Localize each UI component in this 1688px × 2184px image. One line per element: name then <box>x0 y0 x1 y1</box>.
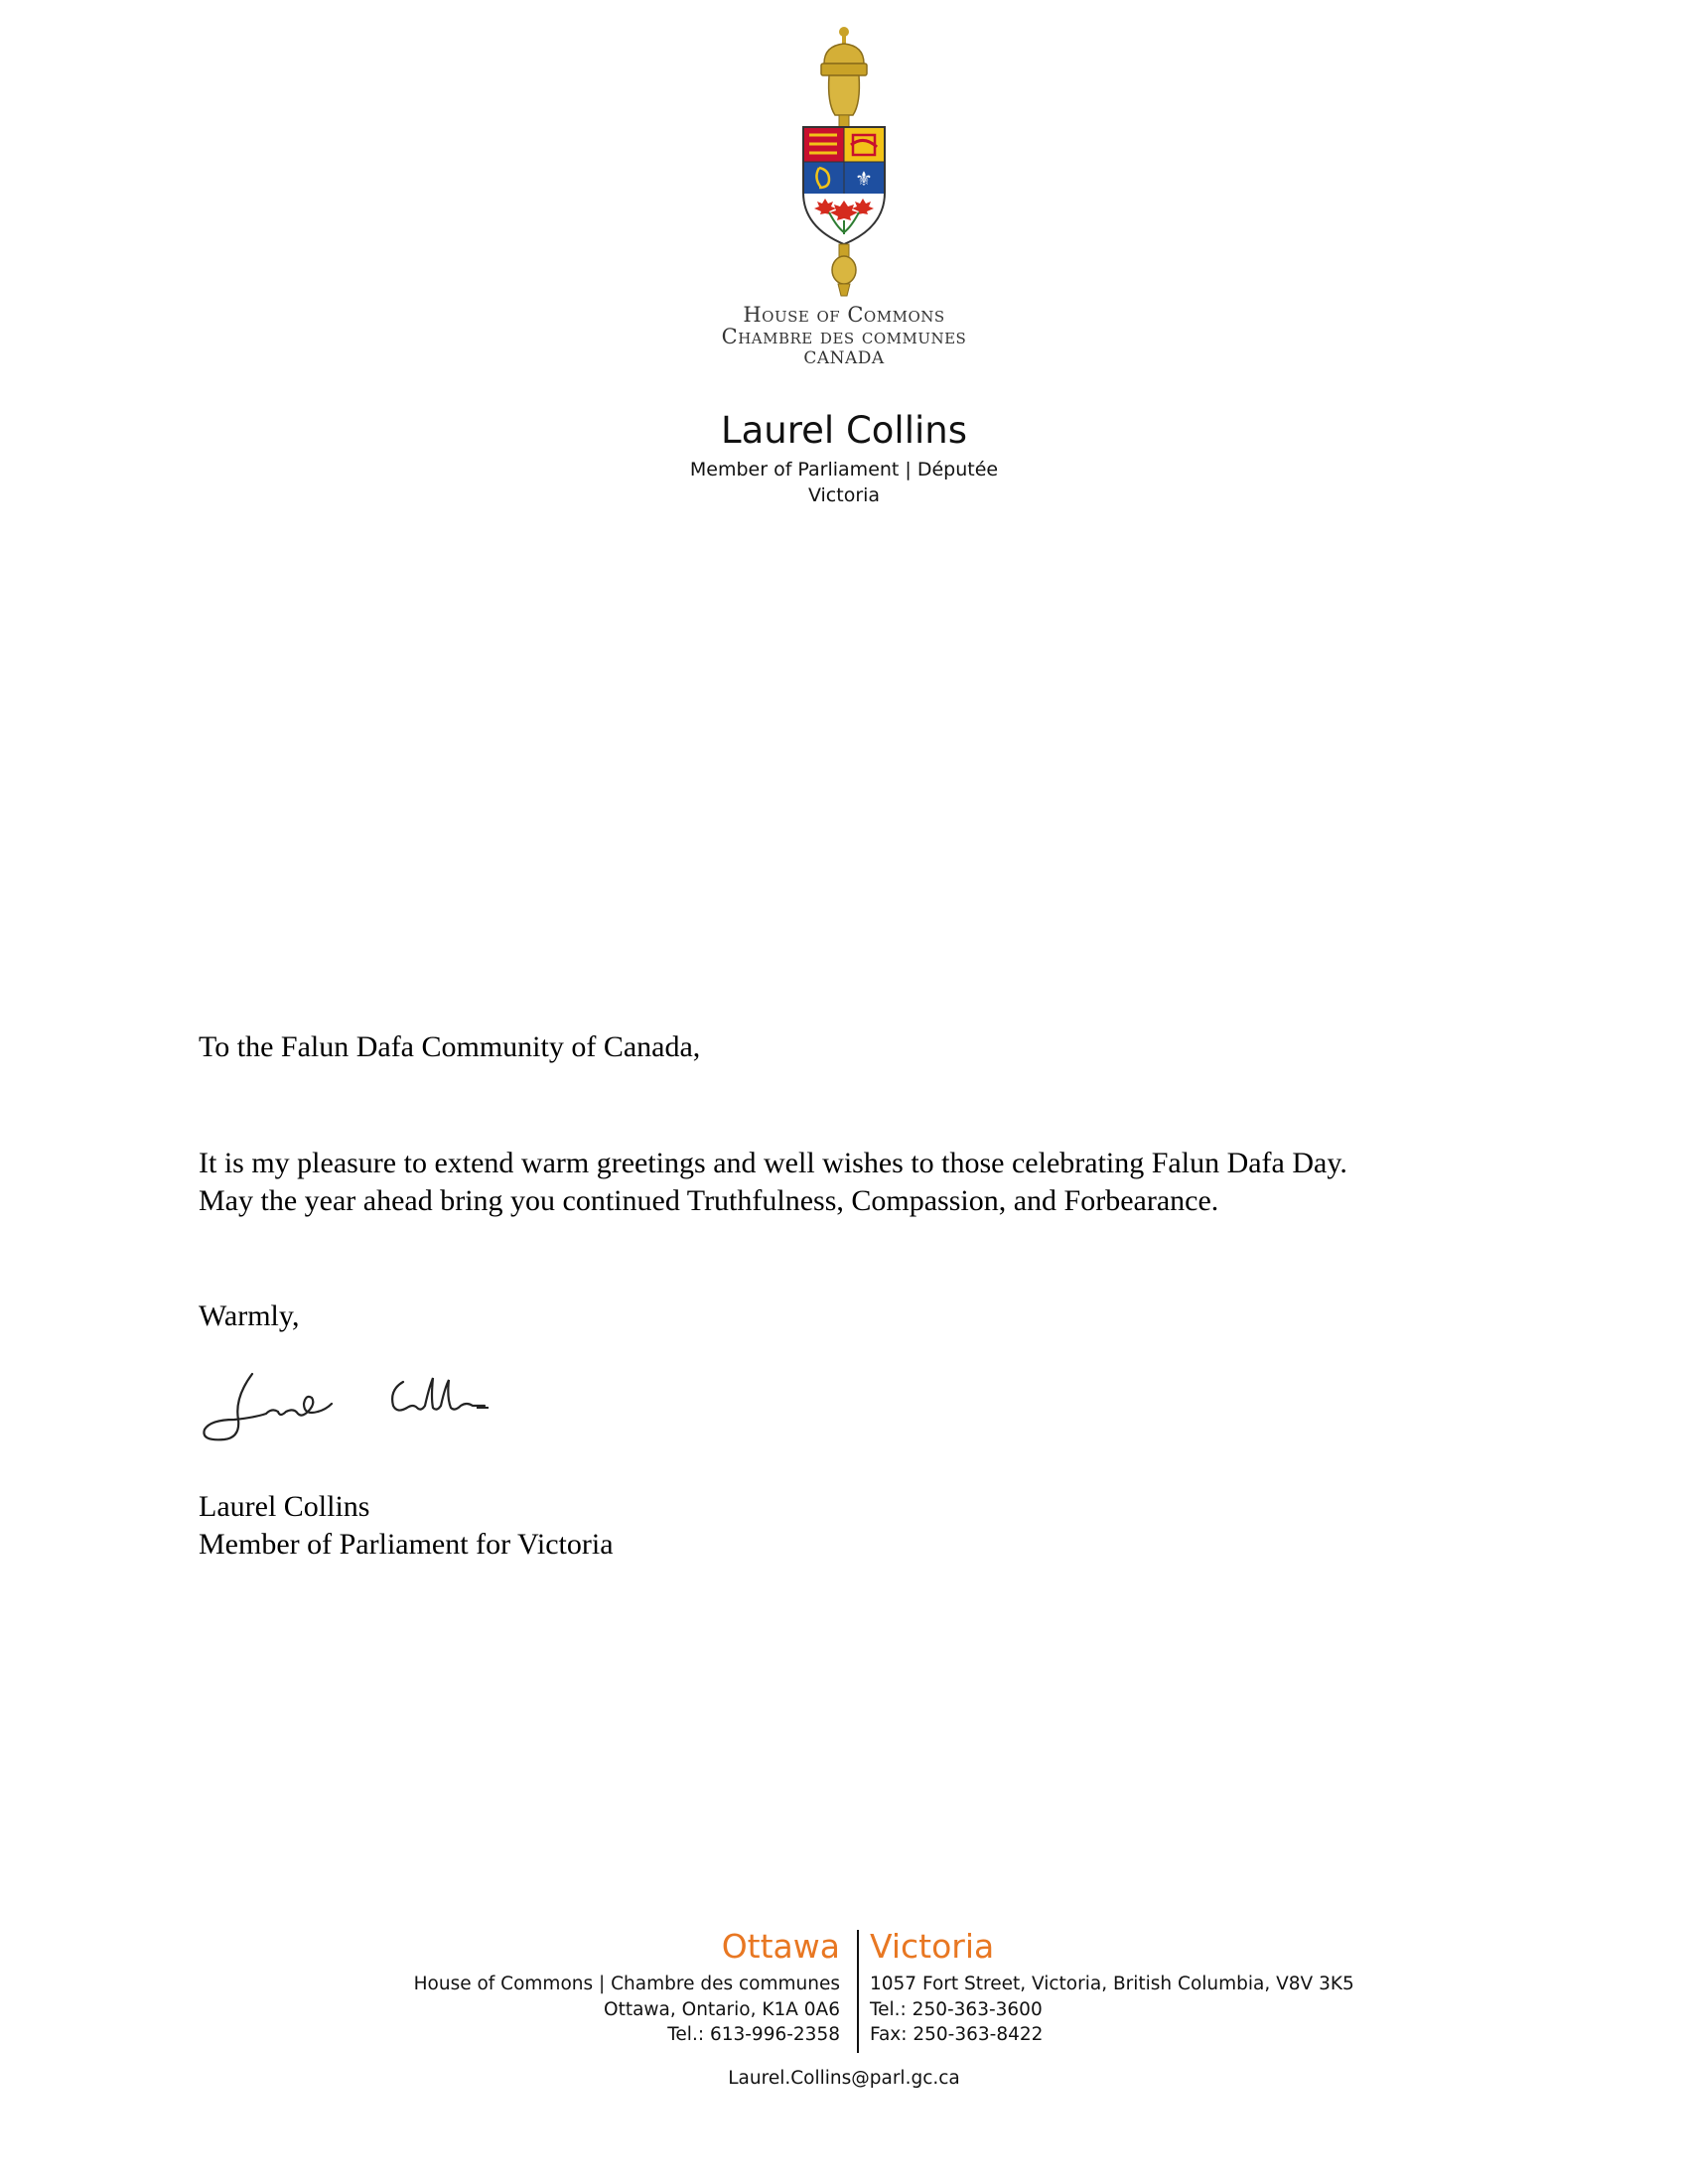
institution-name-fr: Chambre des communes <box>721 325 967 348</box>
house-of-commons-crest-icon <box>789 24 899 302</box>
footer-victoria-line-2: Tel.: 250-363-3600 <box>870 1998 1043 2020</box>
footer-ottawa-line-3: Tel.: 613-996-2358 <box>667 2024 840 2045</box>
footer-victoria-line-1: 1057 Fort Street, Victoria, British Columbia, V8V 3K5 <box>870 1974 1354 1994</box>
signer-title: Member of Parliament for Victoria <box>199 1528 614 1561</box>
closing: Warmly, <box>199 1299 300 1332</box>
letterhead-riding: Victoria <box>807 484 881 506</box>
institution-name-en: House of Commons <box>743 303 945 327</box>
footer-ottawa-city: Ottawa <box>721 1927 840 1966</box>
footer-victoria-city: Victoria <box>870 1927 995 1966</box>
signer-name: Laurel Collins <box>199 1490 370 1523</box>
footer-divider <box>857 1930 859 2053</box>
body-line-1: It is my pleasure to extend warm greetings and well wishes to those celebrating Falun Dafa Day. <box>199 1147 1347 1179</box>
footer-ottawa-line-1: House of Commons | Chambre des communes <box>413 1974 840 1994</box>
body-line-2: May the year ahead bring you continued Truthfulness, Compassion, and Forbearance. <box>199 1184 1219 1217</box>
handwritten-signature <box>195 1368 502 1447</box>
footer-ottawa-address <box>414 1972 840 2048</box>
institution-block <box>0 304 1688 369</box>
footer-ottawa-line-2: Ottawa, Ontario, K1A 0A6 <box>604 1998 840 2020</box>
footer-victoria-line-3: Fax: 250-363-8422 <box>870 2024 1044 2045</box>
institution-country: CANADA <box>803 348 885 368</box>
salutation: To the Falun Dafa Community of Canada, <box>199 1030 701 1063</box>
svg-text:⚜: ⚜ <box>855 167 873 191</box>
footer-email-link[interactable]: Laurel.Collins@parl.gc.ca <box>728 2068 960 2089</box>
letterhead-mp-name: Laurel Collins <box>721 409 967 452</box>
letterhead-mp-title: Member of Parliament | Députée <box>689 459 999 480</box>
footer-victoria-address <box>870 1972 1354 2048</box>
